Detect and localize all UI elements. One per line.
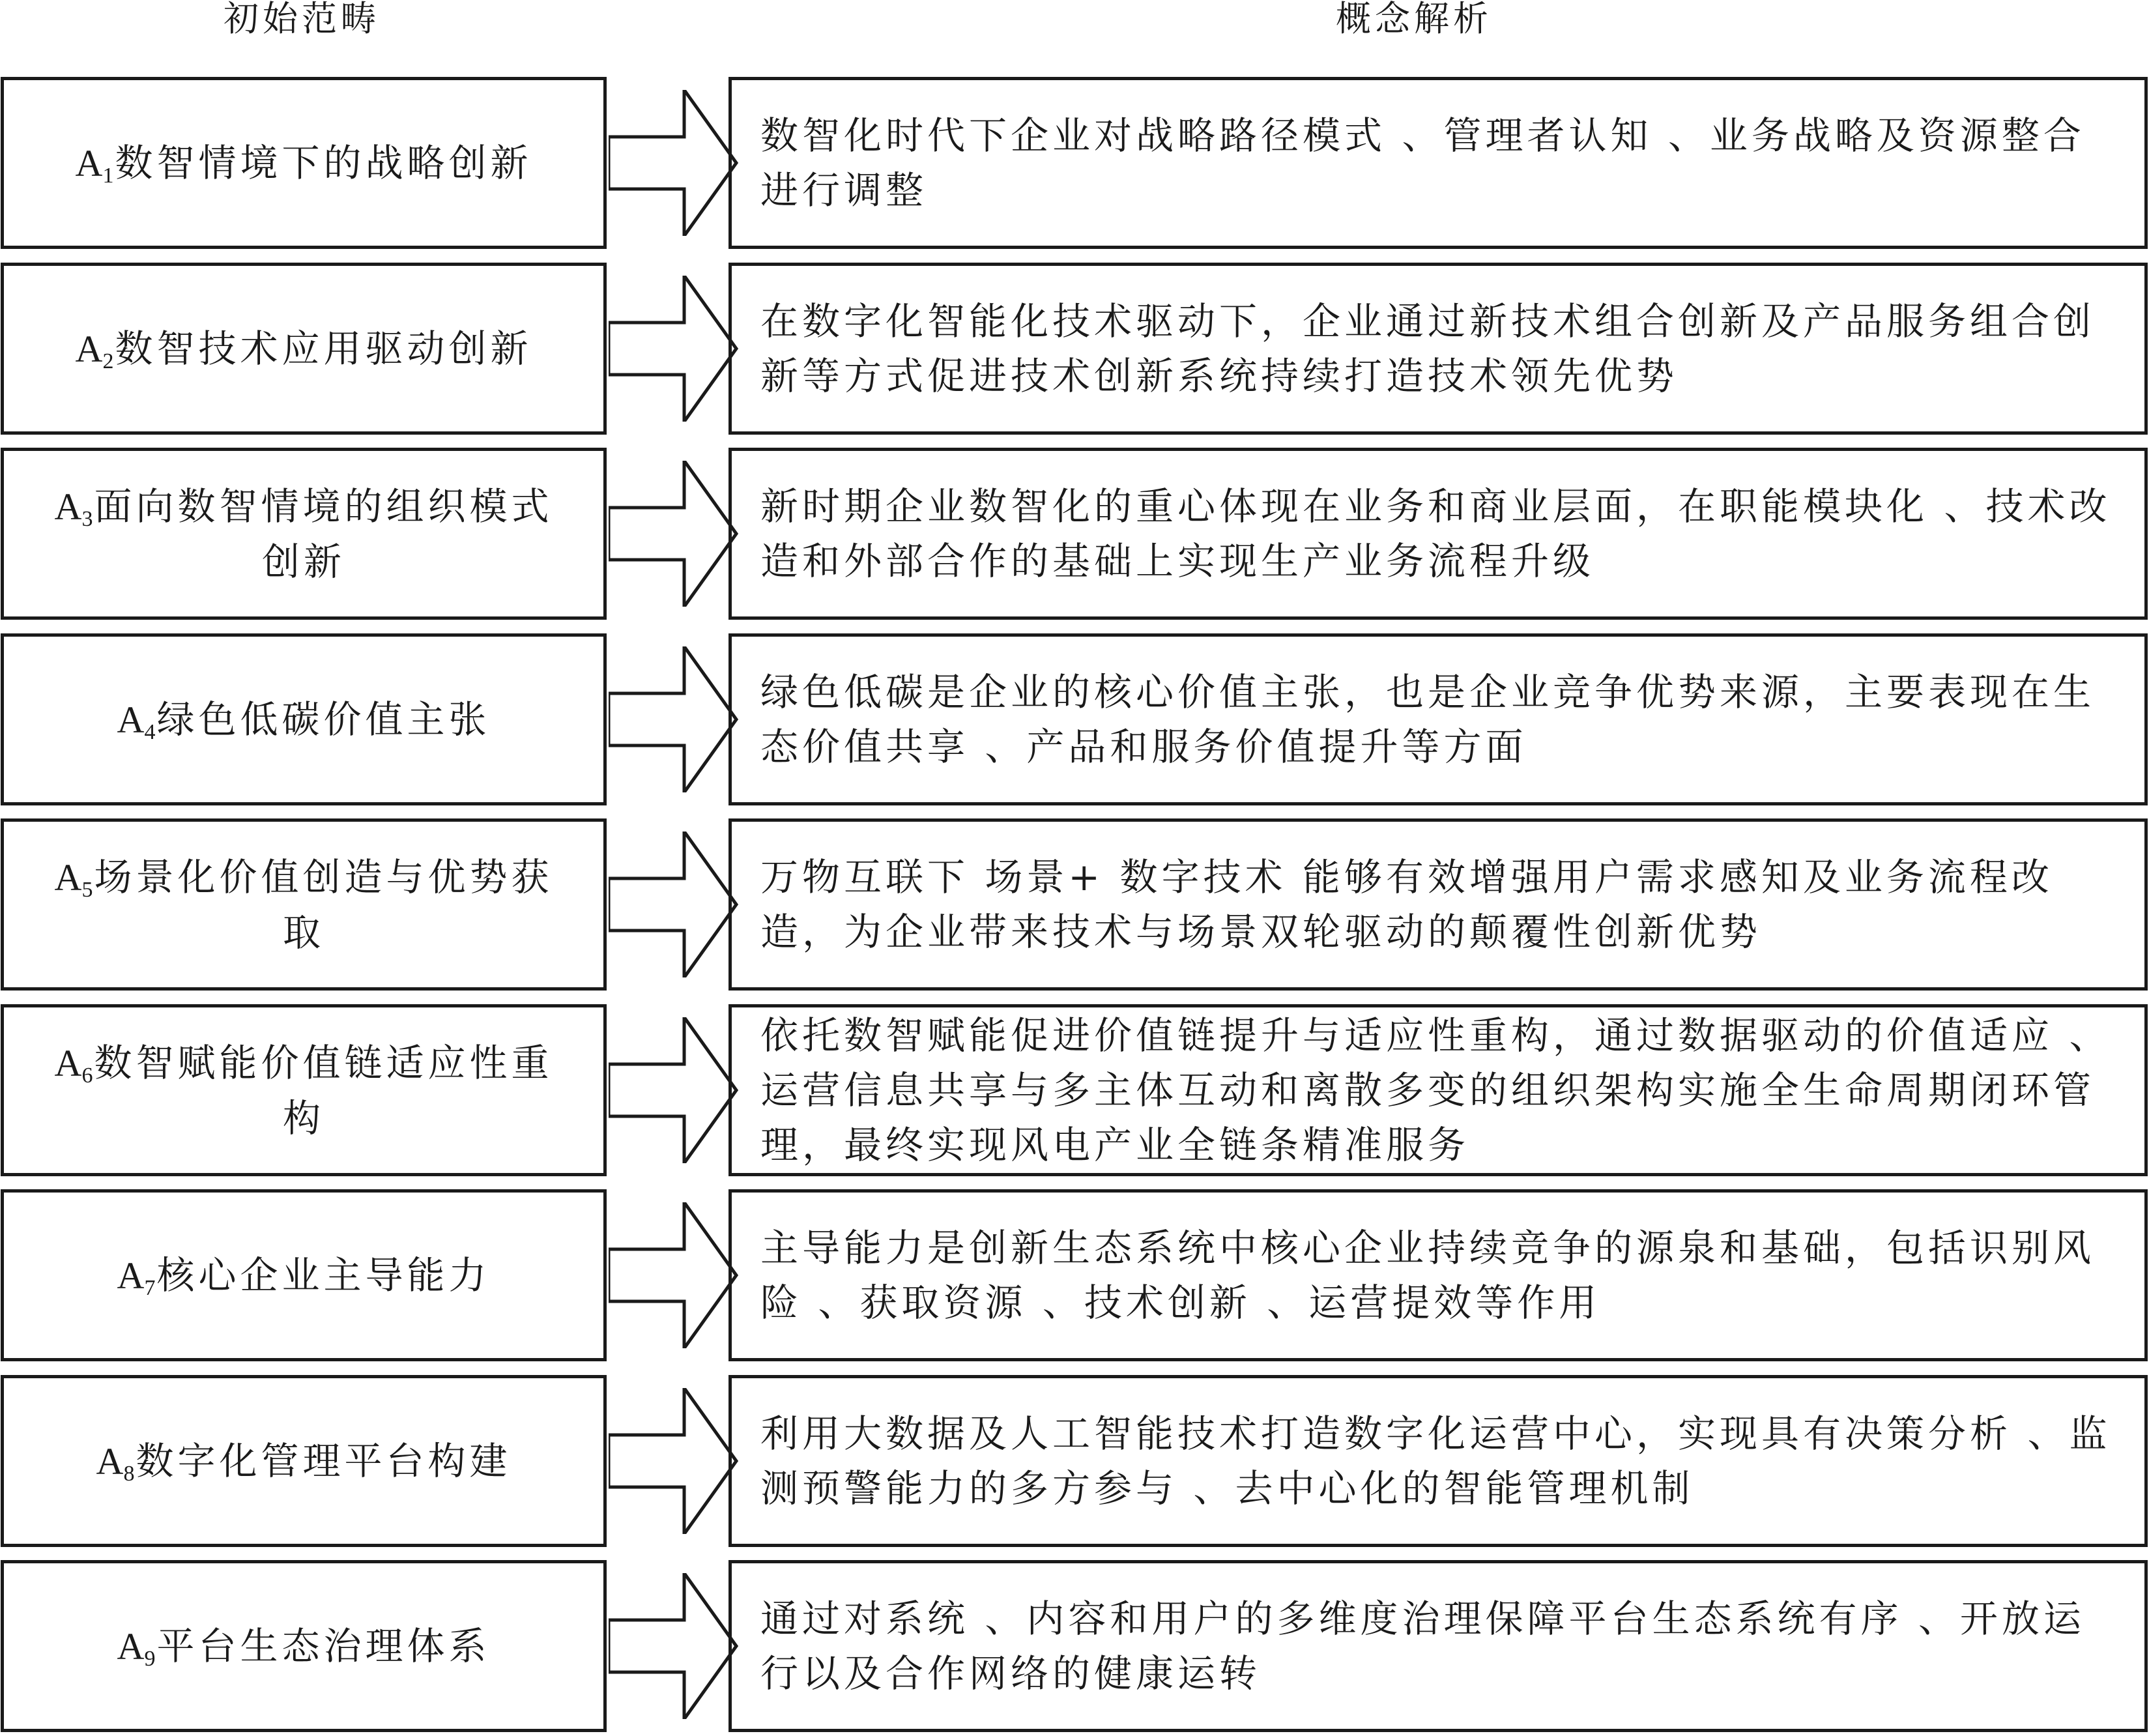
category-code-letter: A [75,141,103,184]
category-box [1,1004,607,1176]
category-label [36,850,571,960]
category-code [54,1041,94,1088]
category-name: 数字化管理平台构建 [136,1438,512,1483]
category-label [36,1248,571,1303]
category-label [36,321,571,377]
category-code-letter: A [54,485,82,528]
category-row-7 [0,1189,2149,1361]
category-name: 平台生态治理体系 [156,1623,491,1668]
category-label [36,479,571,589]
category-box [1,263,607,435]
category-code-letter: A [117,1625,145,1668]
category-box [1,1375,607,1547]
category-row-1 [0,77,2149,249]
category-label [36,1619,571,1674]
category-row-6 [0,1004,2149,1176]
concept-box [728,1560,2148,1732]
category-code-letter: A [54,856,82,899]
category-code-index: 8 [123,1461,135,1486]
concept-description: 主导能力是创新生态系统中核心企业持续竞争的源泉和基础，包括识别风险 、获取资源 、技术创新 、运营提效等作用 [760,1226,2096,1325]
category-code-letter: A [75,327,103,370]
right-arrow-icon [609,90,739,236]
category-box [1,633,607,805]
category-code-index: 5 [81,877,93,902]
concept-description: 利用大数据及人工智能技术打造数字化运营中心，实现具有决策分析 、监测预警能力的多方参与 、去中心化的智能管理机制 [760,1411,2111,1511]
category-code [54,485,94,531]
concept-box [728,633,2148,805]
concept-column-header: 概念解析 [1336,0,1492,39]
concept-box [728,1189,2148,1361]
category-box [1,77,607,249]
category-name: 数智赋能价值链适应性重构 [94,1040,553,1140]
category-code [117,698,157,744]
category-row-4 [0,633,2149,805]
category-code [117,1625,157,1671]
category-row-8 [0,1375,2149,1547]
category-label [36,136,571,191]
concept-description: 依托数智赋能促进价值链提升与适应性重构，通过数据驱动的价值适应 、运营信息共享与多主体互动和离散多变的组织架构实施全生命周期闭环管理，最终实现风电产业全链条精准服务 [760,1013,2111,1167]
right-arrow-icon [609,276,739,422]
category-code-letter: A [117,698,145,741]
category-row-5 [0,818,2149,991]
category-box [1,448,607,620]
category-code-index: 6 [81,1063,93,1088]
category-name: 场景化价值创造与优势获取 [94,854,553,955]
category-code [75,141,115,188]
category-label [36,692,571,747]
category-box [1,1560,607,1732]
category-code-index: 1 [102,163,114,188]
concept-box [728,1375,2148,1547]
category-name: 面向数智情境的组织模式创新 [94,484,553,584]
concept-box [728,1004,2148,1176]
category-code-index: 9 [144,1646,156,1671]
concept-box [728,818,2148,991]
right-arrow-icon [609,461,739,607]
category-name: 绿色低碳价值主张 [156,697,491,742]
category-row-3 [0,448,2149,620]
category-code-index: 7 [144,1275,156,1300]
concept-description: 通过对系统 、内容和用户的多维度治理保障平台生态系统有序 、开放运行以及合作网络的健康运转 [760,1597,2085,1696]
concept-description: 万物互联下 场景+ 数字技术 能够有效增强用户需求感知及业务流程改造，为企业带来技术与场景双轮驱动的颠覆性创新优势 [760,855,2053,954]
category-label [36,1434,571,1489]
right-arrow-icon [609,832,739,977]
category-code [54,856,94,902]
category-code [96,1439,136,1486]
right-arrow-icon [609,1202,739,1348]
concept-box [728,448,2148,620]
category-name: 数智情境下的战略创新 [115,140,532,185]
category-box [1,1189,607,1361]
right-arrow-icon [609,1573,739,1719]
concept-description: 绿色低碳是企业的核心价值主张，也是企业竞争优势来源，主要表现在生态价值共享 、产品和服务价值提升等方面 [760,670,2096,769]
category-column-header: 初始范畴 [224,0,380,39]
category-code-index: 4 [144,719,156,744]
right-arrow-icon [609,1388,739,1534]
category-label [36,1035,571,1146]
concept-description: 新时期企业数智化的重心体现在业务和商业层面，在职能模块化 、技术改造和外部合作的基础上实现生产业务流程升级 [760,484,2111,583]
concept-box [728,263,2148,435]
category-code-index: 3 [81,506,93,531]
right-arrow-icon [609,646,739,792]
category-box [1,818,607,991]
right-arrow-icon [609,1017,739,1163]
category-code [75,327,115,373]
concept-box [728,77,2148,249]
category-name: 核心企业主导能力 [156,1252,491,1297]
category-code-letter: A [96,1439,124,1483]
concept-description: 在数字化智能化技术驱动下，企业通过新技术组合创新及产品服务组合创新等方式促进技术创新系统持续打造技术领先优势 [760,299,2096,398]
category-code-letter: A [54,1041,82,1084]
category-code [117,1254,157,1300]
category-code-letter: A [117,1254,145,1297]
category-row-9 [0,1560,2149,1732]
category-code-index: 2 [102,349,114,373]
category-name: 数智技术应用驱动创新 [115,326,532,371]
concept-description: 数智化时代下企业对战略路径模式 、管理者认知 、业务战略及资源整合进行调整 [760,113,2085,212]
category-row-2 [0,263,2149,435]
